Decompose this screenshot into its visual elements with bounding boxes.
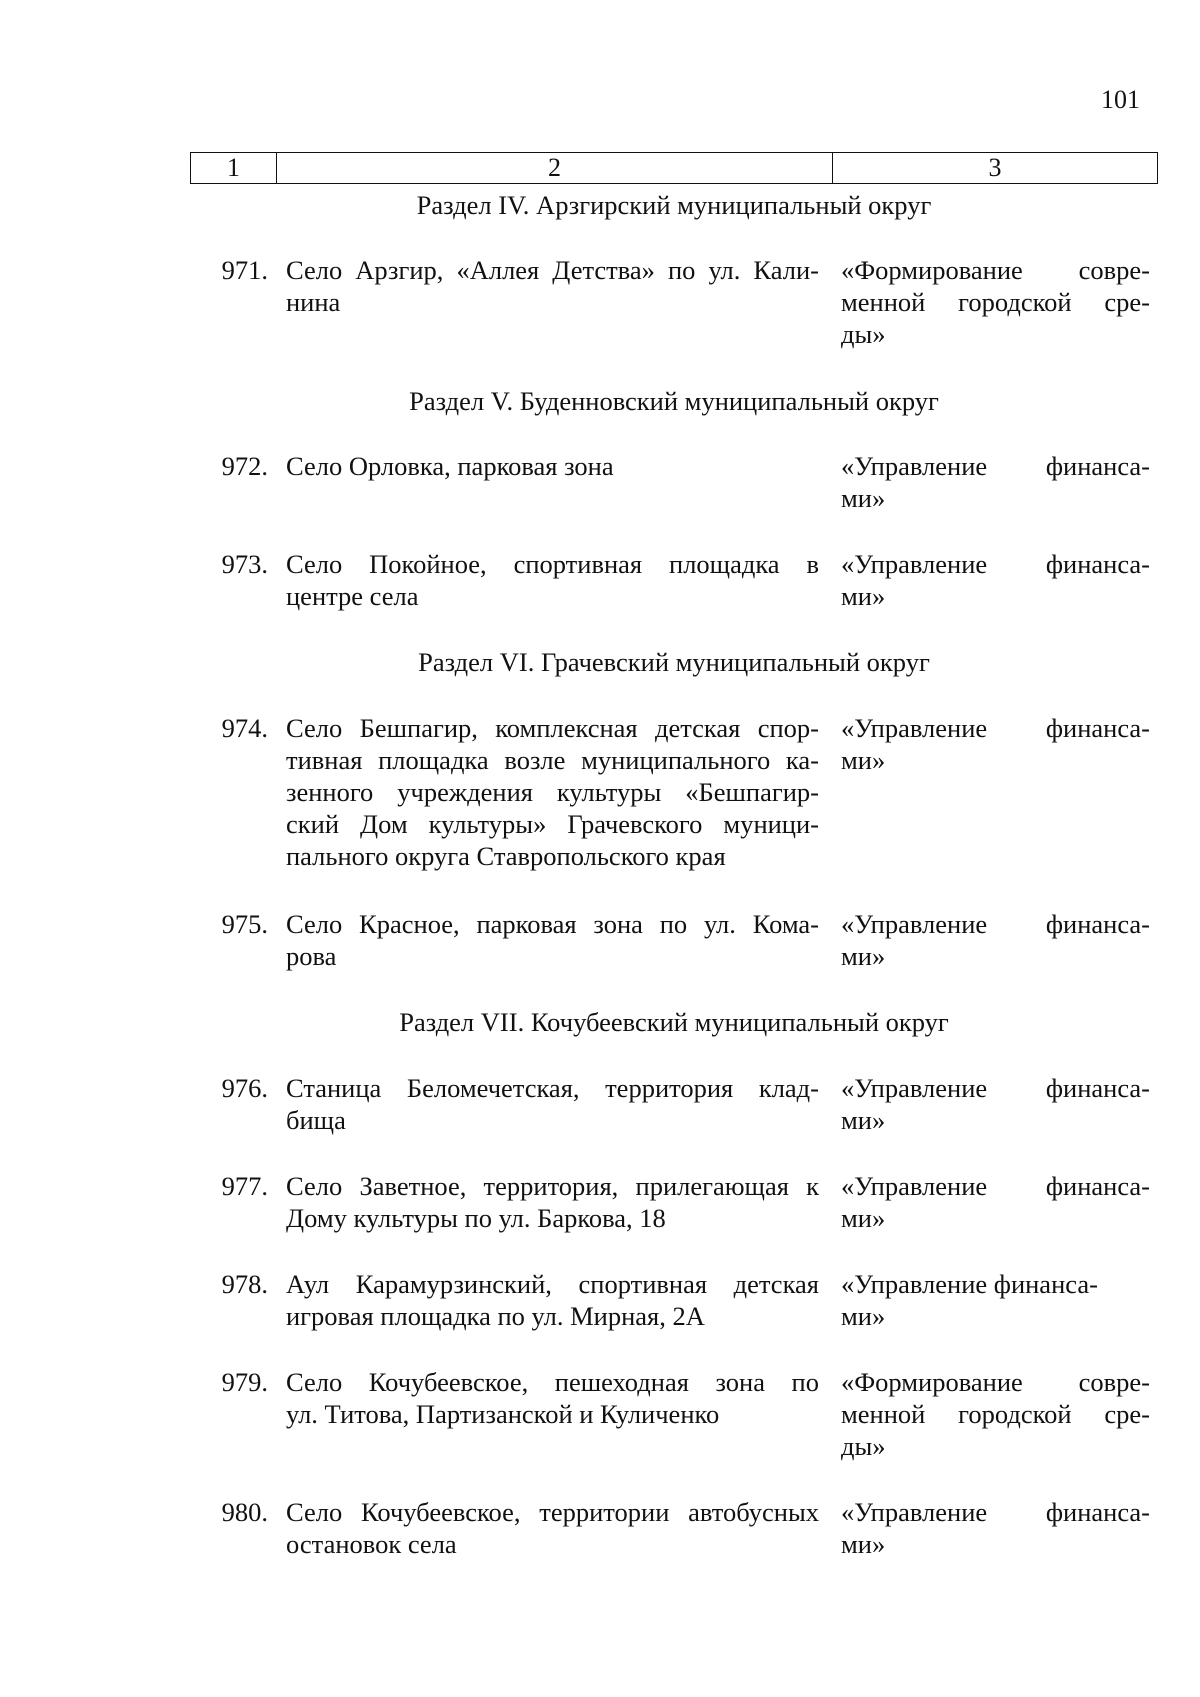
description-line: Село Покойное, спортивная площадка в [286,549,819,579]
description-line: тивная площадка возле муниципального ка- [286,745,819,775]
row-program [841,1072,1150,1136]
program-line: «Формирование совре- [841,255,1150,285]
description-line: остановок села [286,1529,457,1559]
description-line: Аул Карамурзинский, спортивная детская [286,1269,819,1299]
column-header-3: 3 [988,153,1002,182]
program-line: «Управление финанса- [841,1497,1150,1527]
row-program [841,1366,1150,1462]
description-line: Село Орловка, парковая зона [286,451,614,481]
row-program [841,712,1150,776]
program-line: «Управление финанса- [841,1073,1150,1103]
row-number: 978. [221,1269,268,1299]
description-line: Село Кочубеевское, пешеходная зона по [286,1367,819,1397]
description-line: пального округа Ставропольского края [286,841,726,871]
description-line: Станица Беломечетская, территория клад- [286,1073,819,1103]
row-description [286,548,819,612]
program-line: ми» [841,1529,886,1559]
description-line: игровая площадка по ул. Мирная, 2А [286,1301,705,1331]
row-description [286,1268,819,1332]
row-program [841,548,1150,612]
row-number: 974. [221,713,268,743]
program-line: ми» [841,1301,886,1331]
table-header [190,152,1158,184]
description-line: ул. Титова, Партизанской и Куличенко [286,1399,720,1429]
description-line: Село Кочубеевское, территории автобусных [286,1497,819,1527]
row-description [286,1496,819,1560]
program-line: менной городской сре- [841,287,1150,317]
row-number: 973. [221,549,268,579]
section-title: Раздел VI. Грачевский муниципальный округ [418,647,930,677]
description-line: зенного учреждения культуры «Бешпагир- [286,777,819,807]
program-line: менной городской сре- [841,1399,1150,1429]
row-program [841,908,1150,972]
program-line: «Управление финанса- [841,713,1150,743]
program-line: «Управление финанса- [841,451,1150,481]
row-number: 975. [221,909,268,939]
row-description [286,712,819,872]
row-description [286,908,819,972]
description-line: нина [286,287,341,317]
description-line: бища [286,1105,346,1135]
row-description [286,450,819,482]
section-title: Раздел V. Буденновский муниципальный округ [409,386,939,416]
row-number: 976. [221,1073,268,1103]
row-number: 980. [221,1497,268,1527]
page-number: 101 [1101,85,1140,114]
program-line: «Управление финанса- [841,909,1150,939]
row-number: 971. [221,255,268,285]
program-line: ми» [841,483,886,513]
row-program [841,1170,1150,1234]
program-line: ми» [841,581,886,611]
program-line: «Управление финанса- [841,1269,1098,1299]
description-line: Село Бешпагир, комплексная детская спор- [286,713,819,743]
program-line: ми» [841,1105,886,1135]
row-description [286,1072,819,1136]
description-line: Дому культуры по ул. Баркова, 18 [286,1203,666,1233]
description-line: Село Красное, парковая зона по ул. Кома- [286,909,819,939]
program-line: ды» [841,1431,886,1461]
column-header-2: 2 [277,153,833,183]
description-line: Село Арзгир, «Аллея Детства» по ул. Кали- [286,255,819,285]
section-title: Раздел IV. Арзгирский муниципальный округ [416,190,932,220]
row-number: 977. [221,1171,268,1201]
description-line: Село Заветное, территория, прилегающая к [286,1171,819,1201]
program-line: «Управление финанса- [841,549,1150,579]
row-program [841,450,1150,514]
program-line: «Управление финанса- [841,1171,1150,1201]
row-description [286,1170,819,1234]
description-line: ский Дом культуры» Грачевского муници- [286,809,819,839]
row-description [286,254,819,318]
program-line: ды» [841,319,886,349]
row-number: 979. [221,1367,268,1397]
program-line: ми» [841,1203,886,1233]
column-header-1: 1 [191,153,277,183]
program-line: ми» [841,745,886,775]
row-description [286,1366,819,1430]
program-line: «Формирование совре- [841,1367,1150,1397]
row-program [841,254,1150,350]
section-title: Раздел VII. Кочубеевский муниципальный округ [399,1007,949,1037]
row-number: 972. [221,451,268,481]
row-program [841,1268,1150,1332]
description-line: центре села [286,581,419,611]
description-line: рова [286,941,337,971]
program-line: ми» [841,941,886,971]
row-program [841,1496,1150,1560]
